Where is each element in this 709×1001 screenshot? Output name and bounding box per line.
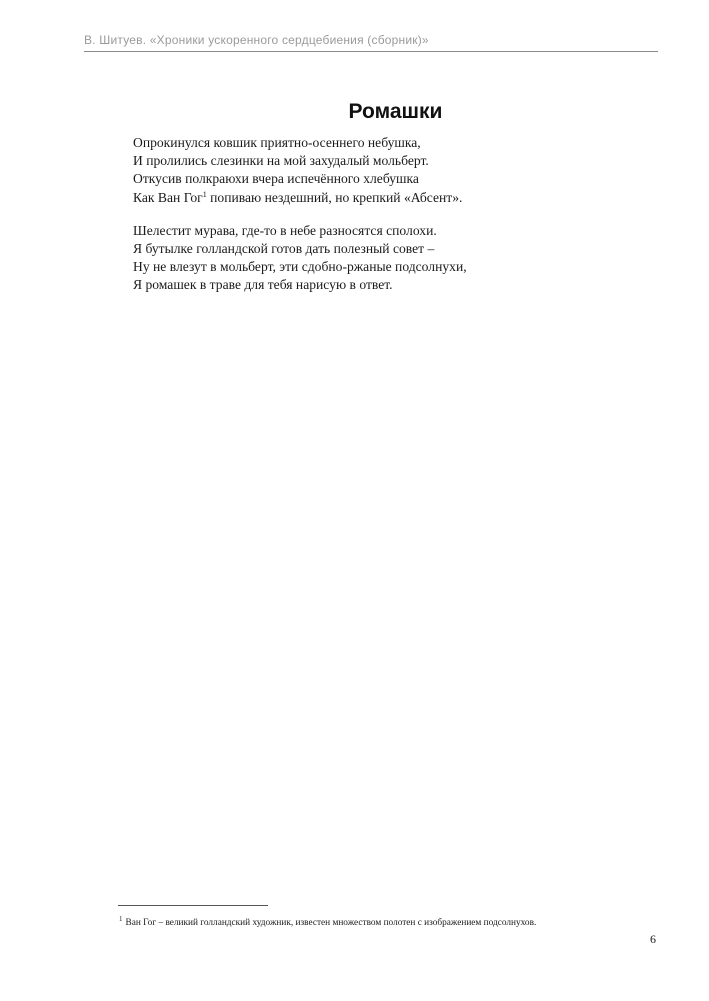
poem-line: Откусив полкраюхи вчера испечённого хлебушка (133, 171, 419, 187)
footnote-marker: 1 (119, 915, 123, 923)
poem-line: Ну не влезут в мольберт, эти сдобно-ржаные подсолнухи, (133, 259, 467, 275)
stanza-2 (133, 222, 467, 295)
poem-line (133, 189, 467, 207)
footnote-divider (118, 905, 268, 906)
poem-line: Я ромашек в траве для тебя нарисую в ответ. (133, 277, 393, 293)
footnote-reference[interactable]: 1 (202, 189, 207, 199)
poem-body (133, 134, 467, 310)
poem-title: Ромашки (348, 100, 443, 123)
footnote-text: Ван Гог – великий голландский художник, известен множеством полотен с изображением подсолнухов. (125, 918, 537, 928)
poem-line-text: попиваю нездешний, но крепкий «Абсент». (206, 189, 463, 205)
running-header: В. Шитуев. «Хроники ускоренного сердцебиения (сборник)» (84, 33, 429, 47)
footnote (119, 915, 537, 928)
page-number: 6 (650, 932, 656, 946)
stanza-1 (133, 134, 467, 207)
header-divider (84, 51, 658, 52)
poem-line: И пролились слезинки на мой захудалый мольберт. (133, 153, 429, 169)
poem-line: Опрокинулся ковшик приятно-осеннего небушка, (133, 135, 421, 150)
poem-line: Шелестит мурава, где-то в небе разносятся сполохи. (133, 222, 437, 238)
poem-line: Я бутылке голландской готов дать полезный совет – (133, 241, 435, 257)
poem-line-text: Как Ван Гог (133, 189, 203, 205)
